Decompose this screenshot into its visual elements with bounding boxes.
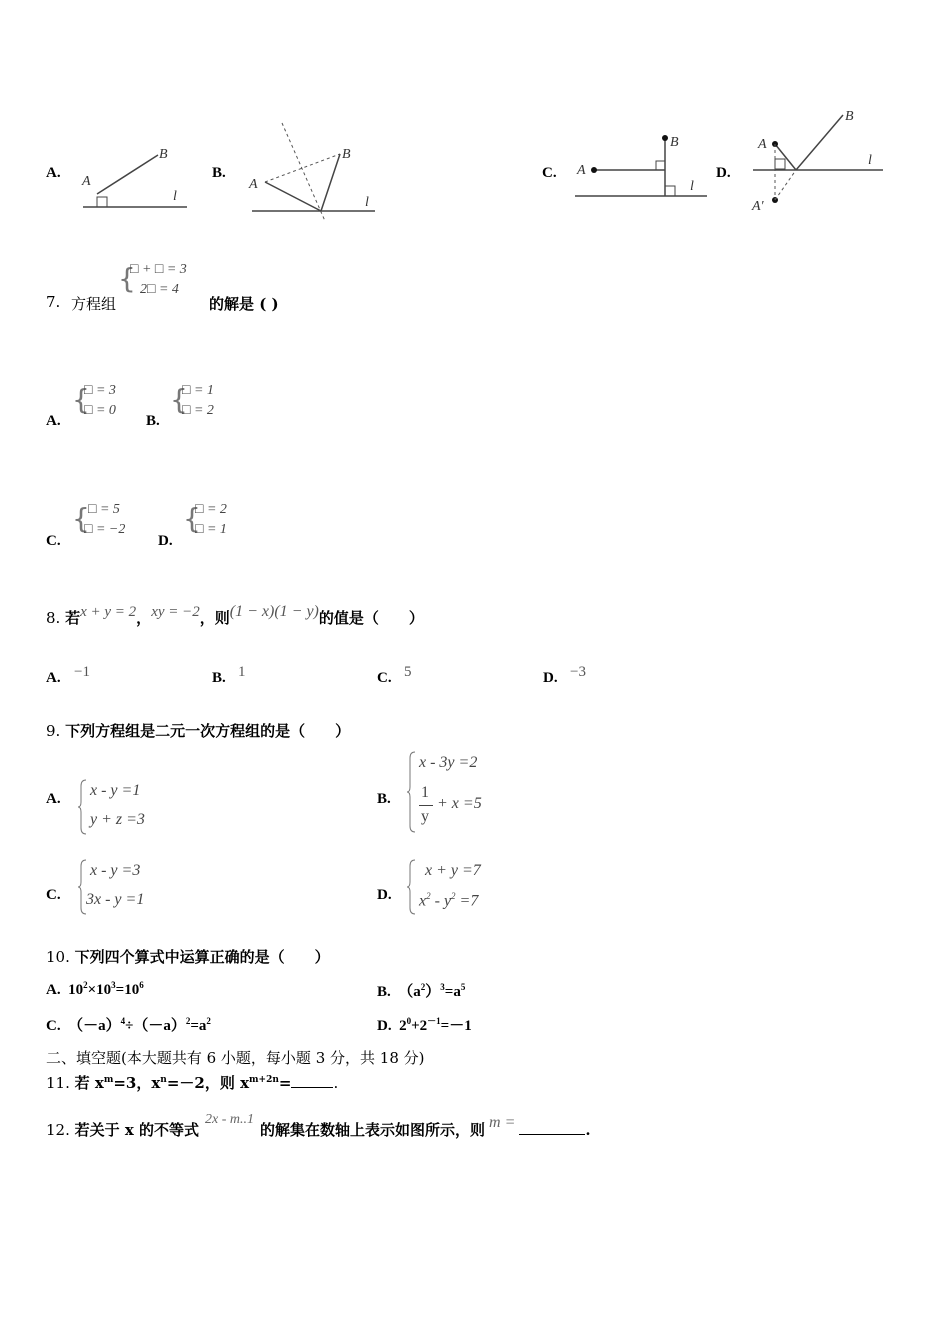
- q8-option-b-label[interactable]: B.: [212, 670, 226, 686]
- q7-option-b-system: { □ = 1 □ = 2: [170, 383, 214, 418]
- brace-icon: {: [118, 262, 136, 295]
- q8-option-a-label[interactable]: A.: [46, 670, 61, 686]
- brace-icon: [78, 778, 88, 836]
- brace-icon: [407, 750, 417, 834]
- point-b-label: B: [670, 135, 679, 150]
- point-b-label: B: [159, 147, 168, 162]
- right-angle-mark: [97, 197, 107, 207]
- q7-option-a-system: { □ = 3 □ = 0: [72, 383, 116, 418]
- q7-option-a-label[interactable]: A.: [46, 413, 61, 429]
- q8-option-d-value: −3: [570, 664, 586, 680]
- brace-icon: {: [72, 383, 90, 416]
- q10-option-a[interactable]: A. $10^2\times 10^3=10^6$: [46, 980, 144, 998]
- point-a-label: A: [249, 177, 258, 192]
- q10-option-c[interactable]: C. $(-a)^4\div(-a)^2=a^2$: [46, 1016, 211, 1034]
- q7-number: 7.: [46, 293, 61, 311]
- q9-option-c-system: x - y =3 3x - y =1: [78, 858, 168, 916]
- q7-suffix: 的解是 ( ): [209, 295, 279, 313]
- segment-ab: [97, 155, 158, 194]
- point-a-label: A: [577, 163, 586, 178]
- q7-equation-system: { □ + □ = 3 2□ = 4: [118, 262, 187, 297]
- brace-icon: {: [72, 502, 90, 535]
- q11-stem: 11. 若 $x^m=3$，$x^n=-2$，则 $x^{m+2n}=$ .: [46, 1074, 339, 1092]
- q7-option-d-label[interactable]: D.: [158, 533, 173, 549]
- brace-icon: {: [170, 383, 188, 416]
- q9-option-d-label[interactable]: D.: [377, 887, 392, 903]
- q8-option-c-value: 5: [404, 664, 412, 680]
- q6-figure-b: [245, 118, 380, 223]
- line-l-label: l: [365, 195, 369, 210]
- line-l-label: l: [173, 189, 177, 204]
- q10-stem: 10. 下列四个算式中运算正确的是（ ）: [46, 948, 330, 966]
- point-a-prime-label: A′: [752, 199, 764, 214]
- section-title: 二、填空题(本大题共有 6 小题，每小题 3 分，共 18 分): [46, 1049, 425, 1067]
- q6-figure-a: [75, 140, 195, 215]
- line-l-label: l: [868, 153, 872, 168]
- q7-option-c-label[interactable]: C.: [46, 533, 61, 549]
- q7-option-b-label[interactable]: B.: [146, 413, 160, 429]
- q6-option-c-label[interactable]: C.: [542, 165, 557, 181]
- q6-option-d-label[interactable]: D.: [716, 165, 731, 181]
- q6-figure-d: [748, 100, 888, 218]
- brace-icon: {: [183, 502, 201, 535]
- q10-option-b[interactable]: B. $(a^2)^3=a^5$: [377, 982, 466, 1000]
- q6-figure-c: [572, 128, 712, 203]
- q9-option-a-label[interactable]: A.: [46, 791, 61, 807]
- q8-stem: 8. 若x + y = 2，xy = −2，则(1 − x)(1 − y)的值是（ ）: [46, 603, 424, 627]
- q8-option-c-label[interactable]: C.: [377, 670, 392, 686]
- q8-option-b-value: 1: [238, 664, 246, 680]
- point-a-label: A: [758, 137, 767, 152]
- q9-option-b-system: x - 3y =2 1 y + x =5: [407, 750, 507, 834]
- point-b-label: B: [342, 147, 351, 162]
- point-b-label: B: [845, 109, 854, 124]
- q6-option-a-label[interactable]: A.: [46, 165, 61, 181]
- q11-answer-blank[interactable]: [291, 1087, 333, 1088]
- q9-option-c-label[interactable]: C.: [46, 887, 61, 903]
- q6-option-b-label[interactable]: B.: [212, 165, 226, 181]
- q10-option-d[interactable]: D. $2^0+2^{-1}=-1$: [377, 1016, 472, 1034]
- q7-option-c-system: { □ = 5 □ = −2: [72, 502, 126, 537]
- q12-answer-blank[interactable]: [519, 1134, 585, 1135]
- q7-option-d-system: { □ = 2 □ = 1: [183, 502, 227, 537]
- q8-option-d-label[interactable]: D.: [543, 670, 558, 686]
- q7-stem: 方程组: [71, 295, 117, 313]
- line-l-label: l: [690, 179, 694, 194]
- brace-icon: [407, 858, 417, 916]
- q8-option-a-value: −1: [74, 664, 90, 680]
- q9-option-a-system: x - y =1 y + z =3: [78, 778, 168, 836]
- q9-option-d-system: x + y =7 $x^2 - y^2 =7$: [407, 858, 507, 916]
- point-a-label: A: [82, 174, 91, 189]
- q12-stem: 12. 若关于 x 的不等式2x - m..1的解集在数轴上表示如图所示，则 m = .: [46, 1112, 591, 1139]
- q9-option-b-label[interactable]: B.: [377, 791, 391, 807]
- q9-stem: 9. 下列方程组是二元一次方程组的是（ ）: [46, 722, 351, 740]
